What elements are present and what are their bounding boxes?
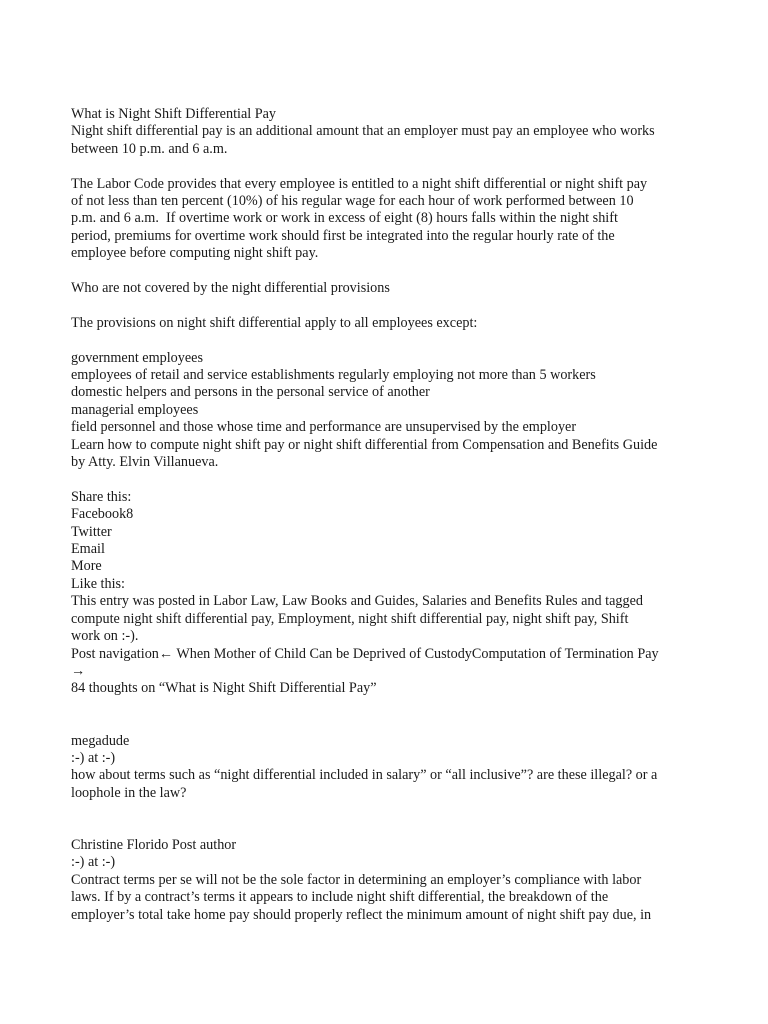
labor-code-paragraph-line: The Labor Code provides that every employee is entitled to a night shift differential or night shift pay [71,175,648,192]
document-page [71,106,701,924]
intro-paragraph-line: Night shift differential pay is an additional amount that an employer must pay an employee who works [71,123,655,140]
comment-text-line: loophole in the law? [71,784,187,801]
list-item: field personnel and those whose time and performance are unsupervised by the employer [71,419,577,436]
share-facebook-link[interactable]: Facebook8 [71,506,134,523]
list-item: employees of retail and service establishments regularly employing not more than 5 workers [71,367,596,384]
comment-text-line: how about terms such as “night differential included in salary” or “all inclusive”? are these illegal? or a [71,767,658,784]
exceptions-intro: The provisions on night shift differential apply to all employees except: [71,314,478,331]
exceptions-list [71,350,701,437]
entry-meta-line: compute night shift differential pay, Employment, night shift differential pay, night shift pay, Shift [71,610,629,627]
post-navigation [71,646,701,663]
labor-code-paragraph-line: employee before computing night shift pay. [71,245,319,262]
comment-author[interactable]: megadude [71,732,130,749]
comment-meta[interactable]: :-) at :-) [71,749,116,766]
labor-code-paragraph-line: p.m. and 6 a.m. If overtime work or work in excess of eight (8) hours falls within the night shift [71,210,618,227]
coverage-subheading: Who are not covered by the night differential provisions [71,280,390,297]
share-label: Share this: [71,488,132,505]
labor-code-paragraph-line: period, premiums for overtime work should first be integrated into the regular hourly rate of the [71,227,615,244]
comment-meta[interactable]: :-) at :-) [71,854,116,871]
share-twitter-link[interactable]: Twitter [71,523,112,540]
share-email-link[interactable]: Email [71,541,105,558]
learn-more-line[interactable]: Learn how to compute night shift pay or night shift differential from Compensation and Benefits Guide [71,436,658,453]
comments-heading: 84 thoughts on “What is Night Shift Differential Pay” [71,680,377,697]
previous-post-link[interactable]: ← When Mother of Child Can be Deprived of Custody [158,645,472,662]
comment-text-line: laws. If by a contract’s terms it appears to include night shift differential, the breakdown of the [71,889,609,906]
share-more-link[interactable]: More [71,558,102,575]
comment [71,733,701,803]
next-post-link[interactable]: Computation of Termination Pay [471,645,659,662]
comment-text-line: Contract terms per se will not be the sole factor in determining an employer’s compliance with labor [71,871,642,888]
entry-meta-line: This entry was posted in Labor Law, Law Books and Guides, Salaries and Benefits Rules and tagged [71,593,643,610]
comment-author[interactable]: Christine Florido Post author [71,836,237,853]
list-item: government employees [71,349,203,366]
list-item: domestic helpers and persons in the personal service of another [71,384,430,401]
list-item: managerial employees [71,401,199,418]
comment [71,837,701,924]
labor-code-paragraph-line: of not less than ten percent (10%) of his regular wage for each hour of work performed between 10 [71,193,634,210]
next-arrow-icon[interactable]: → [71,662,86,679]
entry-meta-line: work on :-). [71,628,139,645]
intro-paragraph-line: between 10 p.m. and 6 a.m. [71,140,228,157]
comment-text-line: employer’s total take home pay should properly reflect the minimum amount of night shift pay due, in [71,906,652,923]
post-navigation-label: Post navigation [71,645,159,662]
like-label: Like this: [71,575,125,592]
article-title: What is Night Shift Differential Pay [71,106,277,122]
learn-more-line[interactable]: by Atty. Elvin Villanueva. [71,454,219,471]
